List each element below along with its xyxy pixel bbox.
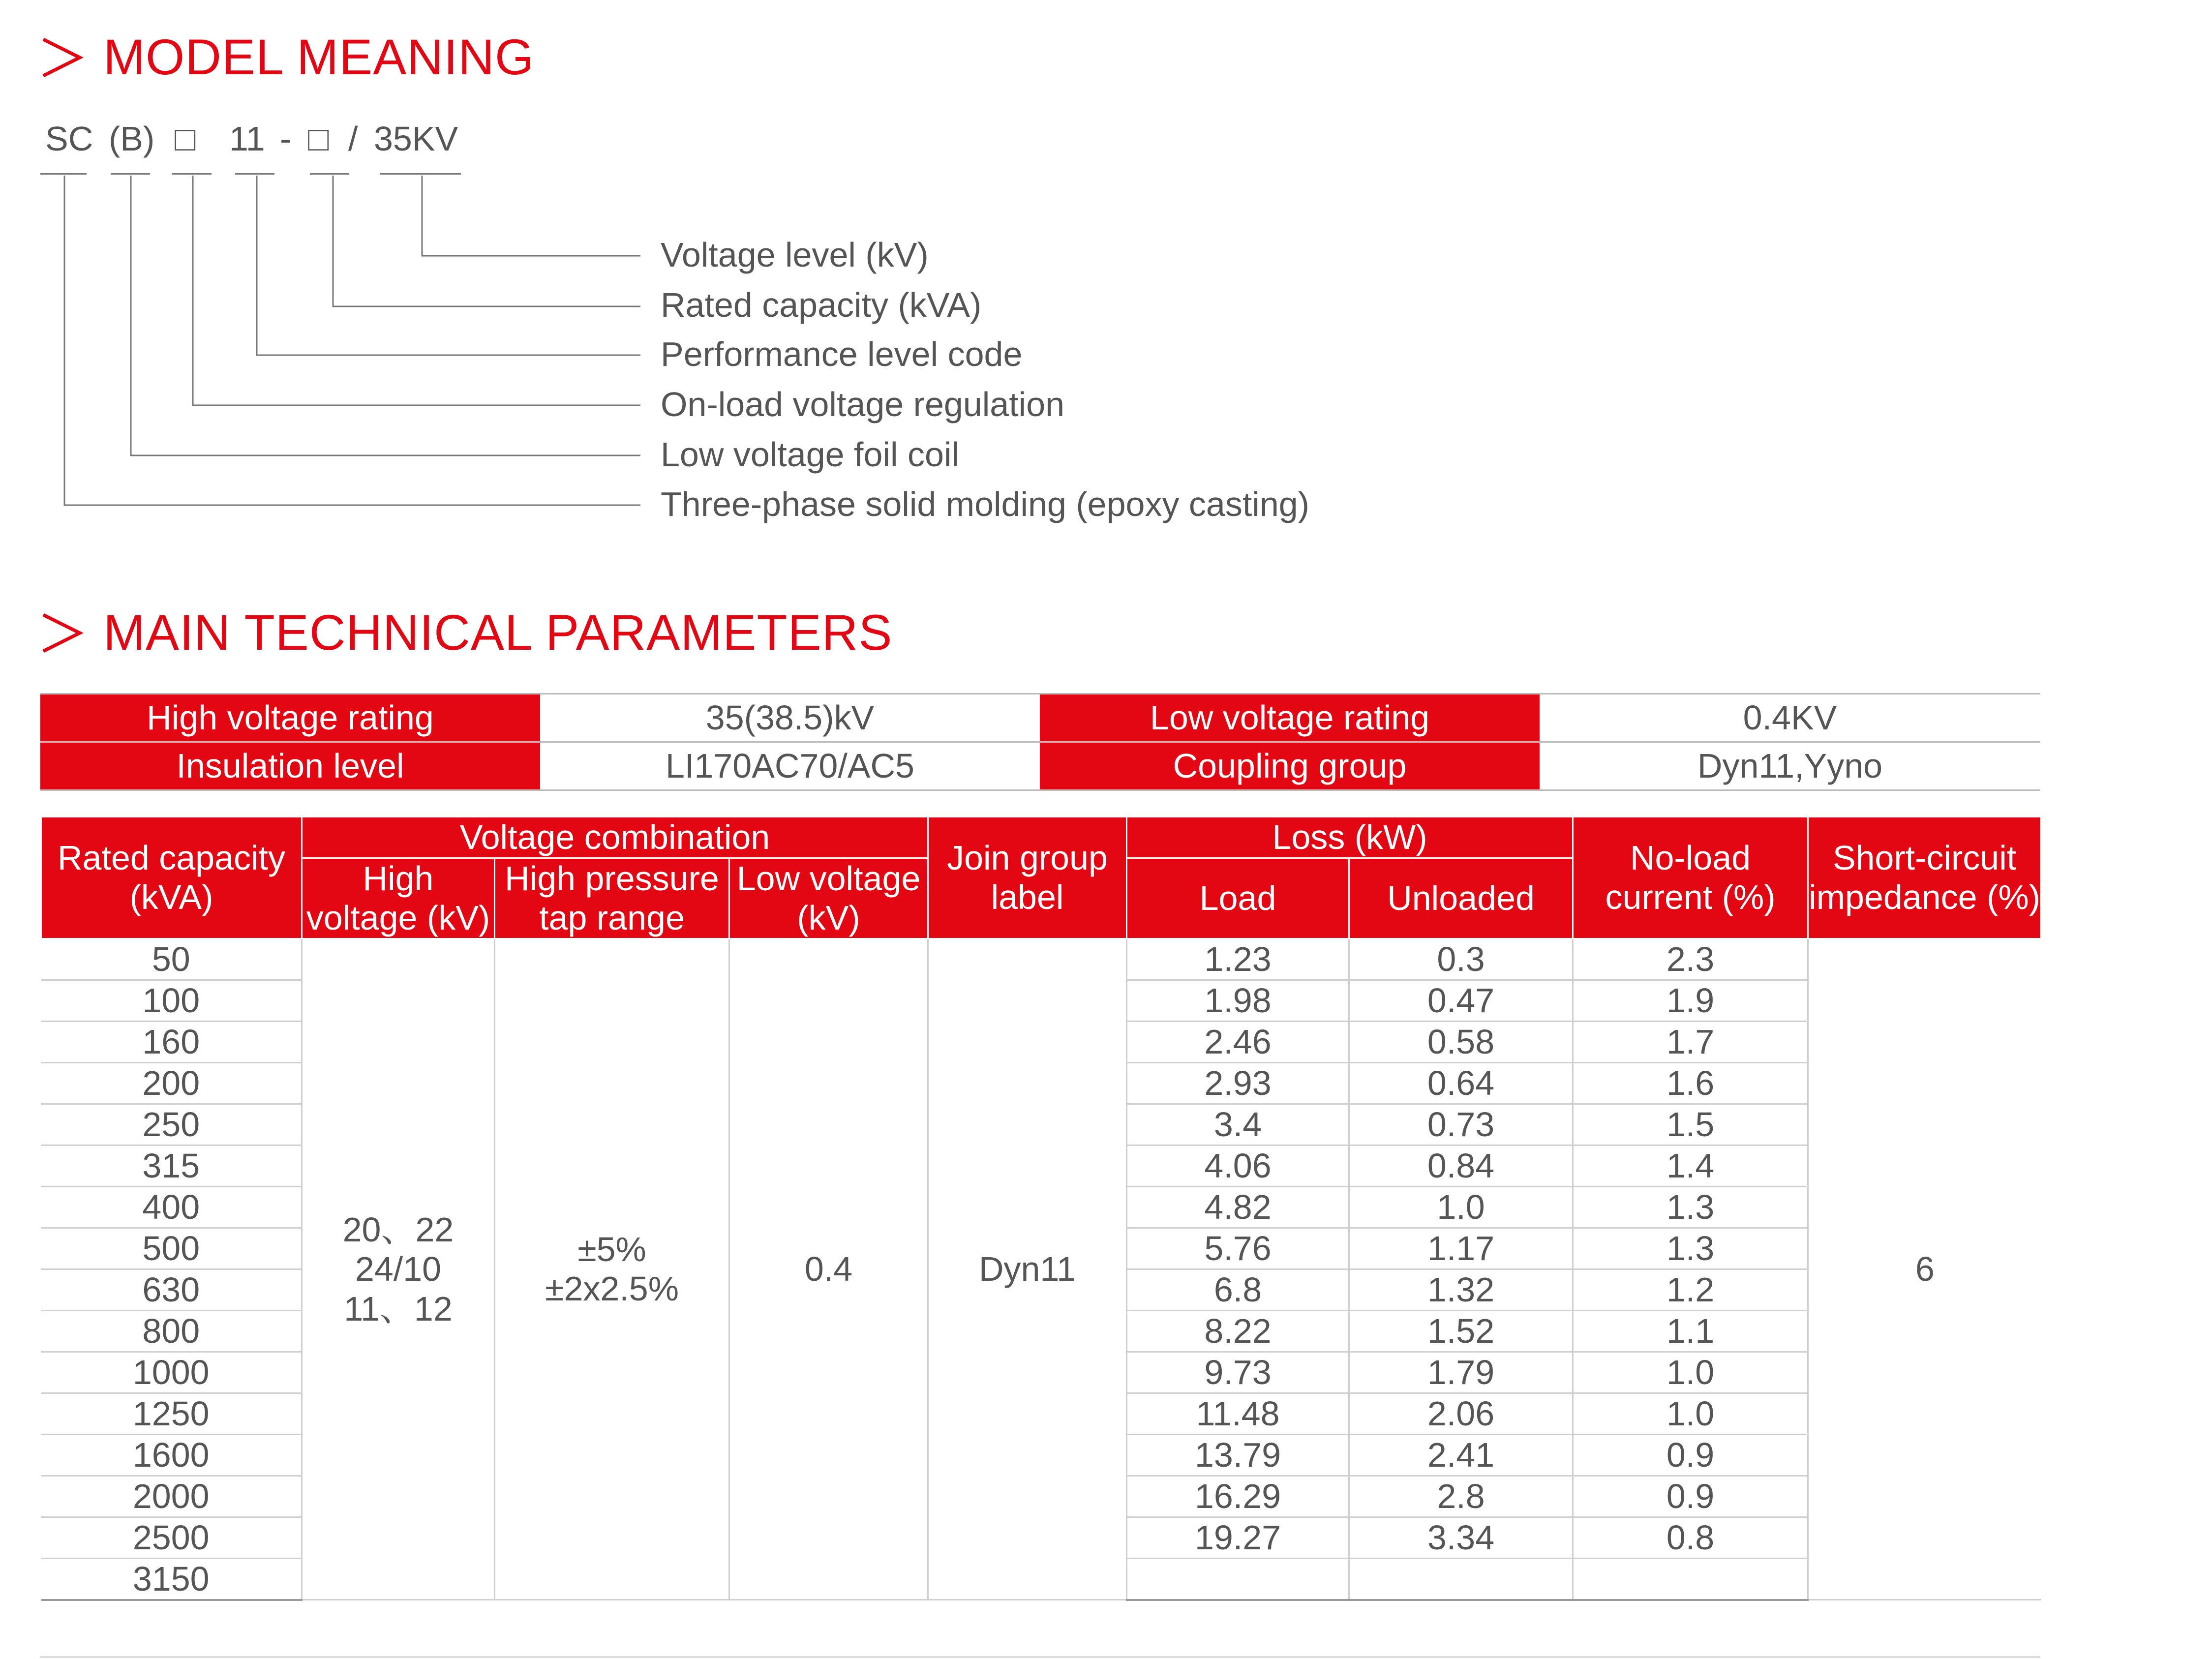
cell-unloaded-loss: 2.06 <box>1349 1393 1573 1434</box>
cell-no-load-current: 0.8 <box>1573 1517 1808 1558</box>
coupling-group-value: Dyn11,Yyno <box>1540 742 2040 790</box>
cell-rated-capacity: 500 <box>41 1228 302 1269</box>
cell-rated-capacity: 1250 <box>41 1393 302 1434</box>
cell-unloaded-loss: 1.0 <box>1349 1186 1573 1228</box>
cell-load-loss: 9.73 <box>1127 1352 1349 1393</box>
cell-load-loss: 1.98 <box>1127 980 1349 1021</box>
cell-load-loss: 8.22 <box>1127 1310 1349 1352</box>
high-voltage-line: 20、22 <box>342 1210 454 1249</box>
code-slash: / <box>348 120 358 158</box>
tap-range-line: ±5% <box>577 1230 646 1268</box>
low-voltage-rating-value: 0.4KV <box>1540 694 2040 742</box>
cell-unloaded-loss: 1.17 <box>1349 1228 1573 1269</box>
cell-unloaded-loss: 3.34 <box>1349 1517 1573 1558</box>
cell-high-voltage <box>302 938 495 1600</box>
cell-unloaded-loss: 0.58 <box>1349 1021 1573 1062</box>
cell-load-loss: 3.4 <box>1127 1104 1349 1145</box>
code-box-1: □ <box>175 120 196 158</box>
model-code-connector-lines <box>0 0 2212 541</box>
cell-no-load-current: 1.0 <box>1573 1393 1808 1434</box>
cell-rated-capacity: 200 <box>41 1062 302 1104</box>
cell-load-loss: 11.48 <box>1127 1393 1349 1434</box>
cell-unloaded-loss: 0.64 <box>1349 1062 1573 1104</box>
parameters-table <box>40 816 2042 1601</box>
cell-load-loss: 6.8 <box>1127 1269 1349 1310</box>
header-loss: Loss (kW) <box>1127 817 1573 858</box>
high-voltage-line: 24/10 <box>355 1250 442 1288</box>
cell-unloaded-loss: 0.84 <box>1349 1145 1573 1186</box>
cell-no-load-current: 1.2 <box>1573 1269 1808 1310</box>
cell-rated-capacity: 2000 <box>41 1476 302 1517</box>
cell-load-loss: 13.79 <box>1127 1434 1349 1476</box>
cell-rated-capacity: 800 <box>41 1310 302 1352</box>
desc-foil-coil: Low voltage foil coil <box>661 435 959 474</box>
cell-rated-capacity: 3150 <box>41 1558 302 1600</box>
cell-unloaded-loss: 0.47 <box>1349 980 1573 1021</box>
desc-voltage-level: Voltage level (kV) <box>661 236 929 274</box>
cell-load-loss: 5.76 <box>1127 1228 1349 1269</box>
cell-no-load-current: 1.9 <box>1573 980 1808 1021</box>
cell-rated-capacity: 250 <box>41 1104 302 1145</box>
ratings-row <box>40 694 2040 742</box>
cell-no-load-current: 1.3 <box>1573 1228 1808 1269</box>
cell-rated-capacity: 400 <box>41 1186 302 1228</box>
cell-load-loss <box>1127 1558 1349 1600</box>
cell-load-loss: 16.29 <box>1127 1476 1349 1517</box>
high-voltage-line: 11、12 <box>344 1289 453 1328</box>
cell-no-load-current: 1.6 <box>1573 1062 1808 1104</box>
cell-load-loss: 2.46 <box>1127 1021 1349 1062</box>
ratings-table <box>40 693 2040 791</box>
cell-no-load-current: 0.9 <box>1573 1476 1808 1517</box>
cell-load-loss: 1.23 <box>1127 938 1349 980</box>
cell-unloaded-loss: 2.41 <box>1349 1434 1573 1476</box>
cell-no-load-current: 0.9 <box>1573 1434 1808 1476</box>
cell-no-load-current: 1.3 <box>1573 1186 1808 1228</box>
cell-join-group: Dyn11 <box>928 938 1127 1600</box>
parameters-title: MAIN TECHNICAL PARAMETERS <box>103 604 893 661</box>
cell-load-loss: 4.06 <box>1127 1145 1349 1186</box>
cell-unloaded-loss: 0.73 <box>1349 1104 1573 1145</box>
cell-no-load-current: 1.5 <box>1573 1104 1808 1145</box>
high-voltage-rating-label: High voltage rating <box>40 694 540 742</box>
cell-rated-capacity: 100 <box>41 980 302 1021</box>
cell-rated-capacity: 315 <box>41 1145 302 1186</box>
low-voltage-rating-label: Low voltage rating <box>1040 694 1540 742</box>
table-row <box>41 938 2041 980</box>
header-impedance: Short-circuit impedance (%) <box>1808 817 2041 939</box>
cell-no-load-current: 1.1 <box>1573 1310 1808 1352</box>
cell-unloaded-loss: 1.79 <box>1349 1352 1573 1393</box>
cell-rated-capacity: 160 <box>41 1021 302 1062</box>
cell-load-loss: 4.82 <box>1127 1186 1349 1228</box>
header-tap-range: High pressure tap range <box>495 858 729 938</box>
cell-unloaded-loss: 2.8 <box>1349 1476 1573 1517</box>
code-35kv: 35KV <box>374 120 458 158</box>
coupling-group-label: Coupling group <box>1040 742 1540 790</box>
code-11: 11 <box>229 120 265 158</box>
code-sc: SC <box>45 120 93 158</box>
cell-no-load-current: 1.0 <box>1573 1352 1808 1393</box>
code-b: (B) <box>109 120 155 158</box>
cell-no-load-current: 1.4 <box>1573 1145 1808 1186</box>
cell-unloaded-loss: 0.3 <box>1349 938 1573 980</box>
chevron-right-icon <box>40 611 85 655</box>
header-join-group: Join group label <box>928 817 1127 939</box>
header-high-voltage: High voltage (kV) <box>302 858 495 938</box>
code-dash: - <box>280 120 292 158</box>
cell-impedance: 6 <box>1808 938 2041 1600</box>
high-voltage-rating-value: 35(38.5)kV <box>540 694 1040 742</box>
cell-load-loss: 2.93 <box>1127 1062 1349 1104</box>
ratings-row <box>40 742 2040 790</box>
desc-solid-molding: Three-phase solid molding (epoxy casting) <box>661 485 1309 523</box>
desc-performance-code: Performance level code <box>661 335 1023 373</box>
bottom-divider <box>40 1656 2040 1658</box>
cell-rated-capacity: 2500 <box>41 1517 302 1558</box>
cell-unloaded-loss: 1.32 <box>1349 1269 1573 1310</box>
cell-unloaded-loss: 1.52 <box>1349 1310 1573 1352</box>
header-load: Load <box>1127 858 1349 938</box>
cell-rated-capacity: 1600 <box>41 1434 302 1476</box>
cell-unloaded-loss <box>1349 1558 1573 1600</box>
tap-range-line: ±2x2.5% <box>545 1269 679 1308</box>
insulation-level-value: LI170AC70/AC5 <box>540 742 1040 790</box>
code-box-2: □ <box>308 120 329 158</box>
cell-rated-capacity: 50 <box>41 938 302 980</box>
cell-load-loss: 19.27 <box>1127 1517 1349 1558</box>
header-unloaded: Unloaded <box>1349 858 1573 938</box>
header-no-load-current: No-load current (%) <box>1573 817 1808 939</box>
cell-rated-capacity: 630 <box>41 1269 302 1310</box>
model-meaning-title: MODEL MEANING <box>103 29 535 85</box>
cell-no-load-current: 1.7 <box>1573 1021 1808 1062</box>
cell-rated-capacity: 1000 <box>41 1352 302 1393</box>
cell-low-voltage: 0.4 <box>729 938 928 1600</box>
cell-no-load-current: 2.3 <box>1573 938 1808 980</box>
header-voltage-combination: Voltage combination <box>302 817 928 858</box>
header-low-voltage: Low voltage (kV) <box>729 858 928 938</box>
desc-rated-capacity: Rated capacity (kVA) <box>661 286 982 324</box>
parameters-heading <box>40 604 892 662</box>
header-rated-capacity: Rated capacity (kVA) <box>41 817 302 939</box>
cell-no-load-current <box>1573 1558 1808 1600</box>
cell-tap-range <box>495 938 729 1600</box>
desc-onload-regulation: On-load voltage regulation <box>661 385 1065 423</box>
insulation-level-label: Insulation level <box>40 742 540 790</box>
